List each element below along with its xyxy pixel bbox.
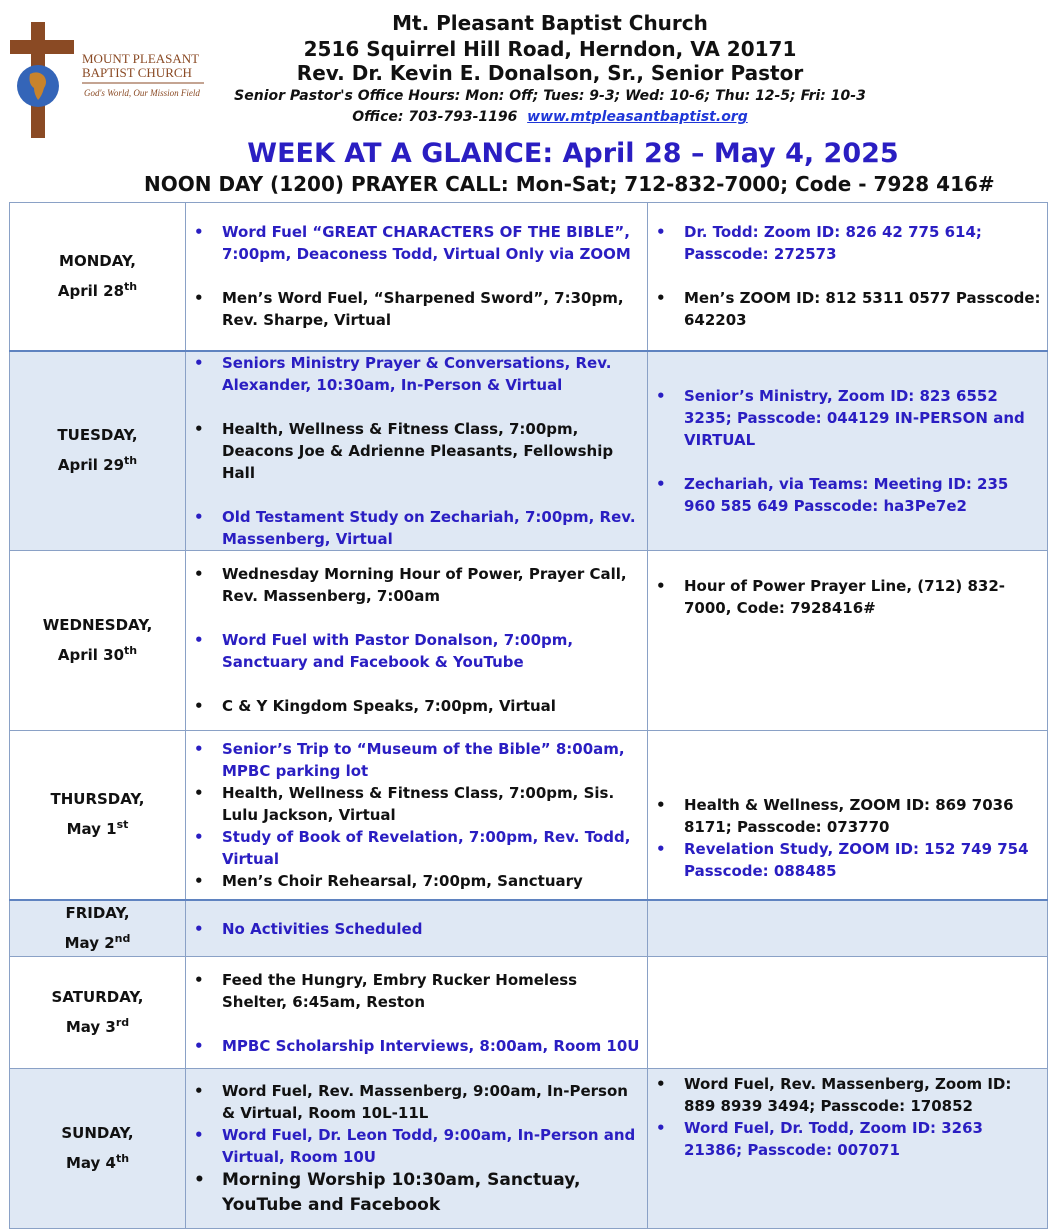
day-cell bbox=[10, 900, 186, 957]
day-cell bbox=[10, 1069, 186, 1229]
connection-cell bbox=[648, 550, 1048, 730]
list-item: • Senior’s Ministry, Zoom ID: 823 6552 3235; Passcode: 044129 IN-PERSON and VIRTUAL bbox=[648, 385, 1041, 451]
list-item: • Seniors Ministry Prayer & Conversations, Rev. Alexander, 10:30am, In-Person & Virtual bbox=[186, 352, 641, 396]
website-link[interactable]: www.mtpleasantbaptist.org bbox=[527, 109, 748, 125]
day-name: MONDAY, bbox=[59, 251, 136, 270]
senior-pastor: Rev. Dr. Kevin E. Donalson, Sr., Senior Pastor bbox=[296, 61, 804, 85]
church-header bbox=[230, 10, 870, 127]
svg-text:MOUNT PLEASANT: MOUNT PLEASANT bbox=[82, 51, 200, 66]
activities-cell bbox=[186, 550, 648, 730]
connection-cell bbox=[648, 1069, 1048, 1229]
day-name: TUESDAY, bbox=[57, 426, 138, 444]
list-item: • Word Fuel with Pastor Donalson, 7:00pm, Sanctuary and Facebook & YouTube bbox=[186, 629, 641, 673]
list-item: • No Activities Scheduled bbox=[186, 918, 641, 940]
day-date: May 4 bbox=[65, 1154, 116, 1172]
connection-cell bbox=[648, 957, 1048, 1069]
row-wednesday bbox=[10, 550, 1048, 730]
day-cell bbox=[10, 730, 186, 900]
day-date: May 2 bbox=[64, 934, 115, 952]
list-item: • Dr. Todd: Zoom ID: 826 42 775 614; Passcode: 272573 bbox=[648, 221, 1041, 265]
church-address: 2516 Squirrel Hill Road, Herndon, VA 20171 bbox=[303, 37, 797, 61]
noon-prayer-call: NOON DAY (1200) PRAYER CALL: Mon-Sat; 712-832-7000; Code - 7928 416# bbox=[144, 172, 995, 196]
activities-cell bbox=[186, 957, 648, 1069]
day-cell bbox=[10, 957, 186, 1069]
list-item: • Feed the Hungry, Embry Rucker Homeless Shelter, 6:45am, Reston bbox=[186, 969, 641, 1013]
day-name: FRIDAY, bbox=[65, 904, 130, 922]
connection-cell bbox=[648, 730, 1048, 900]
svg-text:God's World, Our Mission Field: God's World, Our Mission Field bbox=[84, 88, 200, 98]
list-item: • Revelation Study, ZOOM ID: 152 749 754 Passcode: 088485 bbox=[648, 838, 1041, 882]
list-item: • Word Fuel, Rev. Massenberg, Zoom ID: 889 8939 3494; Passcode: 170852 bbox=[648, 1073, 1041, 1117]
row-tuesday bbox=[10, 351, 1048, 551]
schedule-table bbox=[9, 202, 1048, 1229]
date-suffix: nd bbox=[114, 932, 131, 945]
list-item: • Health, Wellness & Fitness Class, 7:00pm, Sis. Lulu Jackson, Virtual bbox=[186, 782, 641, 826]
activities-cell bbox=[186, 203, 648, 351]
list-item: • MPBC Scholarship Interviews, 8:00am, Room 10U bbox=[186, 1035, 641, 1057]
row-monday bbox=[10, 203, 1048, 351]
list-item: • Morning Worship 10:30am, Sanctuay, YouTube and Facebook bbox=[186, 1168, 641, 1218]
activities-cell bbox=[186, 1069, 648, 1229]
day-date: May 1 bbox=[66, 820, 117, 839]
day-name: SATURDAY, bbox=[51, 988, 144, 1006]
list-item: • Health, Wellness & Fitness Class, 7:00pm, Deacons Joe & Adrienne Pleasants, Fellowship Hall bbox=[186, 418, 641, 484]
church-logo bbox=[8, 22, 208, 140]
list-item: • Senior’s Trip to “Museum of the Bible” 8:00am, MPBC parking lot bbox=[186, 738, 641, 782]
list-item: • Word Fuel, Dr. Todd, Zoom ID: 3263 21386; Passcode: 007071 bbox=[648, 1117, 1041, 1161]
connection-cell bbox=[648, 203, 1048, 351]
date-suffix: th bbox=[124, 643, 138, 657]
list-item: • C & Y Kingdom Speaks, 7:00pm, Virtual bbox=[186, 695, 641, 717]
list-item: • Hour of Power Prayer Line, (712) 832-7000, Code: 7928416# bbox=[648, 575, 1041, 619]
connection-cell bbox=[648, 351, 1048, 551]
date-suffix: rd bbox=[115, 1016, 130, 1029]
date-suffix: th bbox=[124, 454, 138, 467]
office-phone: Office: 703-793-1196 bbox=[352, 109, 518, 125]
day-cell bbox=[10, 351, 186, 551]
day-date: April 29 bbox=[57, 456, 125, 474]
row-friday bbox=[10, 900, 1048, 957]
activities-cell bbox=[186, 351, 648, 551]
office-line bbox=[230, 107, 870, 127]
day-name: SUNDAY, bbox=[61, 1124, 134, 1142]
connection-cell bbox=[648, 900, 1048, 957]
svg-text:BAPTIST CHURCH: BAPTIST CHURCH bbox=[82, 65, 192, 80]
day-cell bbox=[10, 550, 186, 730]
list-item: • Men’s Choir Rehearsal, 7:00pm, Sanctuary bbox=[186, 870, 641, 892]
list-item: • Study of Book of Revelation, 7:00pm, Rev. Todd, Virtual bbox=[186, 826, 641, 870]
row-thursday bbox=[10, 730, 1048, 900]
cross-globe-icon bbox=[8, 22, 208, 140]
list-item: • Men’s ZOOM ID: 812 5311 0577 Passcode: 642203 bbox=[648, 287, 1041, 331]
date-suffix: th bbox=[115, 1152, 130, 1165]
list-item: • Health & Wellness, ZOOM ID: 869 7036 8171; Passcode: 073770 bbox=[648, 794, 1041, 838]
row-saturday bbox=[10, 957, 1048, 1069]
list-item: • Men’s Word Fuel, “Sharpened Sword”, 7:30pm, Rev. Sharpe, Virtual bbox=[186, 287, 641, 331]
list-item: • Word Fuel “GREAT CHARACTERS OF THE BIBLE”, 7:00pm, Deaconess Todd, Virtual Only via ZOOM bbox=[186, 221, 641, 265]
day-name: THURSDAY, bbox=[50, 790, 145, 809]
day-name: WEDNESDAY, bbox=[42, 615, 153, 634]
row-sunday bbox=[10, 1069, 1048, 1229]
day-date: April 30 bbox=[57, 645, 125, 664]
day-cell bbox=[10, 203, 186, 351]
office-hours: Senior Pastor's Office Hours: Mon: Off; Tues: 9-3; Wed: 10-6; Thu: 12-5; Fri: 10-3 bbox=[234, 88, 866, 104]
list-item: • Wednesday Morning Hour of Power, Prayer Call, Rev. Massenberg, 7:00am bbox=[186, 563, 641, 607]
church-name: Mt. Pleasant Baptist Church bbox=[392, 11, 708, 35]
list-item: • Old Testament Study on Zechariah, 7:00pm, Rev. Massenberg, Virtual bbox=[186, 506, 641, 550]
activities-cell bbox=[186, 730, 648, 900]
week-title: WEEK AT A GLANCE: April 28 – May 4, 2025 bbox=[247, 138, 899, 169]
list-item: • Word Fuel, Rev. Massenberg, 9:00am, In-Person & Virtual, Room 10L-11L bbox=[186, 1080, 641, 1124]
list-item: • Word Fuel, Dr. Leon Todd, 9:00am, In-Person and Virtual, Room 10U bbox=[186, 1124, 641, 1168]
activities-cell bbox=[186, 900, 648, 957]
day-date: May 3 bbox=[65, 1018, 116, 1036]
day-date: April 28 bbox=[57, 281, 125, 300]
list-item: • Zechariah, via Teams: Meeting ID: 235 960 585 649 Passcode: ha3Pe7e2 bbox=[648, 473, 1041, 517]
date-suffix: st bbox=[116, 818, 129, 832]
date-suffix: th bbox=[124, 279, 138, 293]
